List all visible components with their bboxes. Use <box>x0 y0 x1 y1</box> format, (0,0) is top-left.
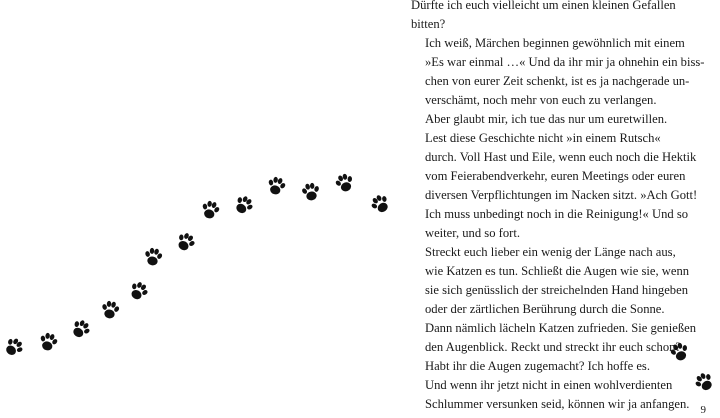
paw-print-icon <box>300 181 321 201</box>
paw-print-icon <box>143 246 164 266</box>
paw-print-icon <box>1 334 27 359</box>
text-line: Dann nämlich lächeln Katzen zufrieden. Sie genießen <box>425 321 696 335</box>
paragraph <box>411 0 676 34</box>
paw-print-icon <box>126 279 151 303</box>
paw-print-icon <box>100 299 121 319</box>
paw-print-icon <box>333 171 356 194</box>
text-line: sie sich genüsslich der streichelnden Hand hingeben <box>425 283 688 297</box>
paw-print-icon <box>368 191 393 216</box>
text-line: Und wenn ihr jetzt nicht in einen wohlverdienten <box>425 378 673 392</box>
text-line: durch. Voll Hast und Eile, wenn euch noch die Hektik <box>425 150 697 164</box>
paragraph <box>411 34 705 110</box>
text-line: wie Katzen es tun. Schließt die Augen wie sie, wenn <box>425 264 690 278</box>
paragraph <box>411 129 698 243</box>
paragraph <box>411 110 669 129</box>
text-line: verschämt, noch mehr von euch zu verlangen. <box>425 93 657 107</box>
paragraph <box>411 376 690 414</box>
paw-print-icon <box>265 175 288 197</box>
paw-print-icon <box>231 192 256 217</box>
paw-print-icon <box>692 369 717 394</box>
text-line: weiter, und so fort. <box>425 226 520 240</box>
paw-print-icon <box>37 331 60 353</box>
text-line: den Augenblick. Reckt und streckt ihr euch schon? <box>425 340 682 354</box>
paw-print-icon <box>68 316 93 341</box>
text-line: vom Feierabendverkehr, euren Meetings oder euren <box>425 169 686 183</box>
text-line: Aber glaubt mir, ich tue das nur um euretwillen. <box>425 112 668 126</box>
paw-print-icon <box>173 230 198 254</box>
text-line: Ich weiß, Märchen beginnen gewöhnlich mit einem <box>425 36 685 50</box>
text-line: Streckt euch lieber ein wenig der Länge nach aus, <box>425 245 676 259</box>
text-line: Lest diese Geschichte nicht »in einem Rutsch« <box>425 131 661 145</box>
text-line: Ich muss unbedingt noch in die Reinigung!« Und so <box>425 207 689 221</box>
page-number: 9 <box>700 404 706 416</box>
text-line: Dürfte ich euch vielleicht um einen kleinen Gefallen <box>411 0 676 12</box>
paw-print-icon <box>199 199 222 221</box>
text-line: oder der zärtlichen Berührung durch die Sonne. <box>425 302 665 316</box>
text-line: chen von eurer Zeit schenkt, ist es ja nachgerade un- <box>425 74 690 88</box>
text-line: »Es war einmal …« Und da ihr mir ja ohnehin ein biss- <box>425 55 705 69</box>
text-line: Schlummer versunken seid, können wir ja anfangen. <box>425 397 690 411</box>
text-line: diversen Verpflichtungen im Nacken sitzt. »Ach Gott! <box>425 188 698 202</box>
paragraph <box>411 243 696 376</box>
body-text <box>411 0 705 414</box>
text-line: bitten? <box>411 17 446 31</box>
text-line: Habt ihr die Augen zugemacht? Ich hoffe es. <box>425 359 650 373</box>
